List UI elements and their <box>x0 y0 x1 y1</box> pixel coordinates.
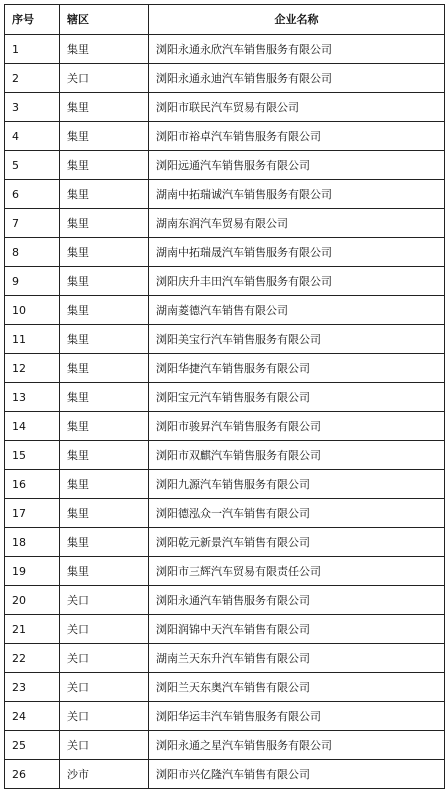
cell-district: 关口 <box>60 64 149 93</box>
cell-district: 集里 <box>60 35 149 64</box>
table-row <box>5 93 445 122</box>
cell-district: 集里 <box>60 267 149 296</box>
cell-index: 26 <box>5 760 60 789</box>
cell-company-name: 浏阳华捷汽车销售服务有限公司 <box>149 354 445 383</box>
table-row <box>5 296 445 325</box>
cell-company-name: 浏阳市双麒汽车销售服务有限公司 <box>149 441 445 470</box>
cell-index: 13 <box>5 383 60 412</box>
cell-district: 集里 <box>60 557 149 586</box>
cell-company-name: 湖南东润汽车贸易有限公司 <box>149 209 445 238</box>
table-row <box>5 470 445 499</box>
cell-district: 关口 <box>60 702 149 731</box>
cell-company-name: 浏阳永通永迪汽车销售服务有限公司 <box>149 64 445 93</box>
cell-company-name: 浏阳市联民汽车贸易有限公司 <box>149 93 445 122</box>
table-row <box>5 35 445 64</box>
table-row <box>5 441 445 470</box>
table-row <box>5 238 445 267</box>
cell-company-name: 浏阳市三辉汽车贸易有限责任公司 <box>149 557 445 586</box>
cell-company-name: 浏阳远通汽车销售服务有限公司 <box>149 151 445 180</box>
cell-index: 11 <box>5 325 60 354</box>
table-row <box>5 151 445 180</box>
cell-district: 集里 <box>60 412 149 441</box>
table-row <box>5 673 445 702</box>
cell-company-name: 浏阳永通永欣汽车销售服务有限公司 <box>149 35 445 64</box>
cell-company-name: 湖南兰天东升汽车销售有限公司 <box>149 644 445 673</box>
enterprise-table <box>4 4 445 789</box>
cell-index: 20 <box>5 586 60 615</box>
header-index: 序号 <box>5 5 60 35</box>
cell-district: 集里 <box>60 93 149 122</box>
cell-district: 沙市 <box>60 760 149 789</box>
cell-district: 集里 <box>60 122 149 151</box>
table-body <box>5 35 445 789</box>
cell-index: 21 <box>5 615 60 644</box>
cell-company-name: 浏阳乾元新景汽车销售有限公司 <box>149 528 445 557</box>
cell-district: 集里 <box>60 180 149 209</box>
cell-index: 6 <box>5 180 60 209</box>
table-row <box>5 354 445 383</box>
cell-company-name: 浏阳润锦中天汽车销售有限公司 <box>149 615 445 644</box>
header-row <box>5 5 445 35</box>
cell-company-name: 湖南菱德汽车销售有限公司 <box>149 296 445 325</box>
cell-district: 关口 <box>60 644 149 673</box>
table-row <box>5 209 445 238</box>
cell-district: 关口 <box>60 731 149 760</box>
cell-district: 集里 <box>60 354 149 383</box>
cell-district: 集里 <box>60 499 149 528</box>
table-row <box>5 267 445 296</box>
cell-index: 23 <box>5 673 60 702</box>
cell-index: 9 <box>5 267 60 296</box>
table-row <box>5 383 445 412</box>
cell-district: 集里 <box>60 209 149 238</box>
cell-index: 2 <box>5 64 60 93</box>
cell-index: 10 <box>5 296 60 325</box>
cell-district: 集里 <box>60 238 149 267</box>
header-district: 辖区 <box>60 5 149 35</box>
cell-index: 15 <box>5 441 60 470</box>
cell-district: 集里 <box>60 470 149 499</box>
cell-index: 16 <box>5 470 60 499</box>
table-row <box>5 325 445 354</box>
table-row <box>5 180 445 209</box>
cell-district: 集里 <box>60 383 149 412</box>
cell-company-name: 浏阳华运丰汽车销售服务有限公司 <box>149 702 445 731</box>
cell-company-name: 浏阳市裕卓汽车销售服务有限公司 <box>149 122 445 151</box>
cell-index: 19 <box>5 557 60 586</box>
cell-district: 关口 <box>60 615 149 644</box>
table-row <box>5 731 445 760</box>
header-company-name: 企业名称 <box>149 5 445 35</box>
cell-company-name: 浏阳九源汽车销售服务有限公司 <box>149 470 445 499</box>
cell-company-name: 湖南中拓瑞晟汽车销售服务有限公司 <box>149 238 445 267</box>
cell-index: 12 <box>5 354 60 383</box>
cell-index: 8 <box>5 238 60 267</box>
cell-district: 集里 <box>60 296 149 325</box>
cell-company-name: 湖南中拓瑞诚汽车销售服务有限公司 <box>149 180 445 209</box>
cell-district: 关口 <box>60 586 149 615</box>
cell-district: 集里 <box>60 528 149 557</box>
cell-district: 集里 <box>60 441 149 470</box>
cell-index: 18 <box>5 528 60 557</box>
cell-district: 集里 <box>60 151 149 180</box>
table-header <box>5 5 445 35</box>
cell-index: 3 <box>5 93 60 122</box>
table-row <box>5 122 445 151</box>
cell-district: 关口 <box>60 673 149 702</box>
cell-company-name: 浏阳兰天东奥汽车销售有限公司 <box>149 673 445 702</box>
cell-company-name: 浏阳德泓众一汽车销售有限公司 <box>149 499 445 528</box>
table-row <box>5 499 445 528</box>
cell-company-name: 浏阳市兴亿隆汽车销售有限公司 <box>149 760 445 789</box>
cell-index: 14 <box>5 412 60 441</box>
cell-company-name: 浏阳庆升丰田汽车销售服务有限公司 <box>149 267 445 296</box>
table-row <box>5 615 445 644</box>
table-row <box>5 557 445 586</box>
table-row <box>5 760 445 789</box>
table-row <box>5 586 445 615</box>
cell-index: 17 <box>5 499 60 528</box>
cell-company-name: 浏阳市骏昇汽车销售服务有限公司 <box>149 412 445 441</box>
cell-index: 4 <box>5 122 60 151</box>
cell-company-name: 浏阳美宝行汽车销售服务有限公司 <box>149 325 445 354</box>
cell-index: 7 <box>5 209 60 238</box>
table-row <box>5 702 445 731</box>
cell-index: 1 <box>5 35 60 64</box>
cell-index: 22 <box>5 644 60 673</box>
table-row <box>5 528 445 557</box>
cell-district: 集里 <box>60 325 149 354</box>
table-row <box>5 64 445 93</box>
cell-company-name: 浏阳永通之星汽车销售服务有限公司 <box>149 731 445 760</box>
cell-company-name: 浏阳宝元汽车销售服务有限公司 <box>149 383 445 412</box>
table-row <box>5 644 445 673</box>
cell-company-name: 浏阳永通汽车销售服务有限公司 <box>149 586 445 615</box>
cell-index: 24 <box>5 702 60 731</box>
cell-index: 25 <box>5 731 60 760</box>
cell-index: 5 <box>5 151 60 180</box>
table-row <box>5 412 445 441</box>
